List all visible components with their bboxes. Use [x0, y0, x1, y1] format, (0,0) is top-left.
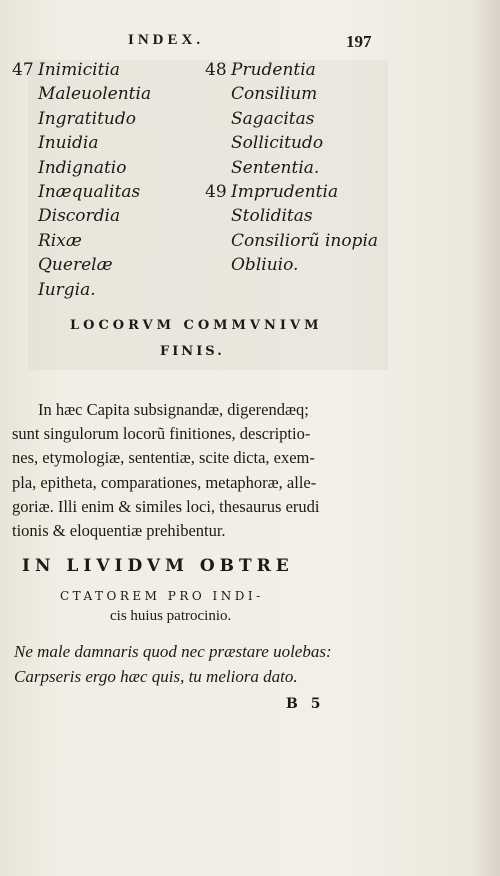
paragraph-line: tionis & eloquentiæ prehibentur. — [12, 521, 226, 541]
page-number: 197 — [346, 32, 372, 51]
index-entry — [12, 131, 151, 155]
index-entry — [12, 82, 151, 106]
index-entry — [205, 204, 378, 228]
entry-term: Inæqualitas — [38, 181, 141, 202]
entry-term: Prudentia — [231, 60, 316, 80]
page-edge-shadow — [470, 0, 500, 876]
entry-term: Inuidia — [38, 133, 99, 154]
index-entry — [205, 107, 378, 131]
paragraph-line: goriæ. Illi enim & similes loci, thesaurus erudi — [12, 496, 320, 516]
index-entry — [12, 278, 151, 302]
entry-term: Iurgia. — [38, 279, 96, 300]
entry-number: 49 — [205, 181, 227, 202]
index-column-left — [12, 58, 151, 302]
entry-term: Rixæ — [38, 230, 82, 251]
entry-number: 48 — [205, 60, 227, 80]
paragraph-line: In hæc Capita subsignandæ, digerendæq; — [38, 400, 309, 419]
entry-term: Imprudentia — [231, 181, 339, 202]
index-entry — [12, 180, 151, 204]
index-entry — [205, 82, 378, 106]
section-title-line: cis huius patrocinio. — [110, 608, 232, 624]
section-title-line: CTATOREM PRO INDI- — [60, 589, 264, 603]
index-entry — [12, 156, 151, 180]
index-entry — [12, 229, 151, 253]
entry-term: Discordia — [38, 206, 121, 227]
finis-heading: LOCORVM COMMVNIVM — [70, 318, 323, 333]
entry-term: Sollicitudo — [231, 133, 324, 154]
finis-subheading: FINIS. — [160, 344, 225, 359]
entry-term: Inimicitia — [38, 60, 121, 80]
paragraph-line: sunt singulorum locorũ finitiones, descriptio- — [12, 424, 311, 444]
entry-term: Consilium — [231, 84, 318, 105]
index-entry — [205, 58, 378, 82]
entry-term: Consiliorũ inopia — [231, 230, 379, 251]
entry-term: Maleuolentia — [38, 84, 152, 105]
entry-term: Sagacitas — [231, 108, 315, 129]
paragraph-line: nes, etymologiæ, sententiæ, scite dicta, exem- — [12, 448, 315, 468]
entry-term: Obliuio. — [231, 255, 299, 276]
index-entry — [205, 131, 378, 155]
index-entry — [205, 156, 378, 180]
entry-number: 47 — [12, 60, 34, 80]
entry-term: Ingratitudo — [38, 108, 136, 129]
body-paragraph — [12, 398, 392, 543]
index-entry — [12, 204, 151, 228]
index-entry — [12, 253, 151, 277]
running-head: INDEX. — [128, 32, 205, 48]
entry-term: Sententia. — [231, 157, 320, 178]
index-entry — [12, 58, 151, 82]
index-entry — [205, 253, 378, 277]
catchword: B 5 — [286, 696, 325, 712]
index-column-right — [205, 58, 378, 278]
verse-line: Carpseris ergo hæc quis, tu meliora dato. — [14, 667, 298, 686]
entry-term: Querelæ — [38, 255, 113, 276]
verse-line: Ne male damnaris quod nec præstare uolebas: — [14, 642, 332, 661]
index-entry — [205, 180, 378, 204]
section-title: IN LIVIDVM OBTRE — [22, 556, 294, 576]
index-entry — [12, 107, 151, 131]
paragraph-line: pla, epitheta, comparationes, metaphoræ, alle- — [12, 472, 317, 492]
entry-term: Stoliditas — [231, 206, 313, 227]
entry-term: Indignatio — [38, 157, 127, 178]
index-entry — [205, 229, 378, 253]
